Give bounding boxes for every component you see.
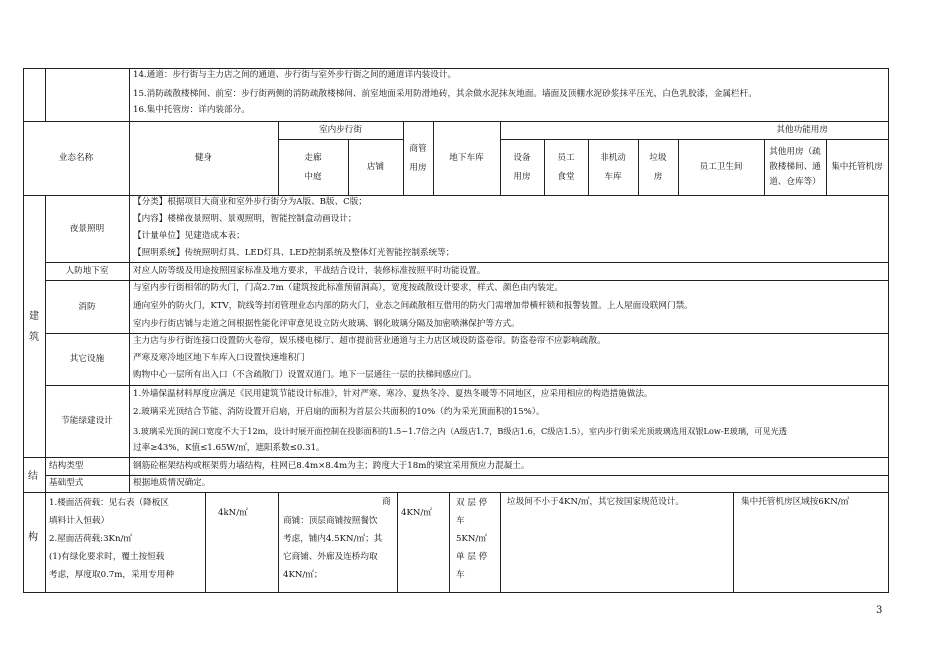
energy-label: 节能绿建设计 [61,416,113,426]
energy-line: 3.玻璃采光顶的洞口宽度不大于12m，设计时展开面控制在投影面积的1.5~1.7倍之内（A级店1.7，B级店1.6，C级店1.5），室内步行街采光顶玻璃选用双银Low-E玻璃，可见光透 [133,426,787,436]
load-desc-line: (1)有绿化要求时，覆土按恒载 [49,552,165,562]
night-line: 【分类】根据项目大商业和室外步行街分为A版、B版、C版； [133,197,367,207]
header-qitayong-l3: 道、仓库等） [769,177,821,187]
fire-label: 消防 [78,301,96,312]
load-shang: 商 [382,497,391,507]
header-yetai: 业态名称 [58,153,94,163]
load-shop-line: 它商铺、外廊及连桥均取 [283,552,378,562]
top-line-16: 16.集中托管房：详内装部分。 [133,105,250,115]
row-divider [23,492,889,493]
night-label: 夜景照明 [69,223,105,234]
col-divider [500,492,501,593]
night-line: 【内容】楼梯夜景照明、景观照明，智能控制盒动画设计； [133,214,357,224]
civil-label: 人防地下室 [65,266,109,276]
energy-line: 过率≥43%，K值≤1.65W/㎡，遮阳系数≤0.31。 [133,443,325,453]
col-divider [278,492,279,593]
header-qitayong [764,140,826,195]
load-shangguan: 4KN/㎡ [401,508,432,518]
header-laji-l1: 垃圾 [649,152,667,163]
header-zoulang-l2: 中庭 [304,171,322,182]
header-weisheng: 员工卫生间 [699,162,743,172]
fire-line: 室内步行街店铺与走道之间根据性能化评审意见设立防火玻璃、钢化玻璃分隔及加密喷淋保护等方式。 [133,319,520,329]
section-jianzhu-label [23,196,45,457]
night-line: 【计量单位】见建造成本表； [133,231,245,241]
load-desc-line: 考虑，厚度取0.7m，采用专用种 [49,570,174,580]
header-feijidong [588,140,638,195]
header-shinei: 室内步行街 [319,125,362,135]
other-line: 严寒及寒冷地区地下车库入口设置快速堆积门 [133,353,305,363]
col-divider [733,492,734,593]
page-number: 3 [876,605,883,616]
load-parking-line: 5KN/㎡ [456,534,487,544]
foundation-label: 基础型式 [49,478,84,488]
structure-type-value: 钢筋砼框架结构或框架剪力墙结构，柱网已8.4m×8.4m为主；跨度大于18m的梁宜采用预应力混凝土。 [133,461,530,471]
load-parking-line: 单 层 停 [456,552,488,562]
col-divider [205,492,206,593]
header-qitayong-l1: 其他用房（疏 [769,147,821,157]
header-shebei-l1: 设备 [513,152,531,163]
other-label: 其它设施 [69,354,105,364]
section-jianzhu-l1: 建 [29,310,39,322]
load-shop-line: 4KN/㎡； [283,570,323,580]
header-shangguan-l1: 商管 [409,143,427,154]
header-shebei [500,140,544,195]
load-desc-line: 2.屋面活荷载:3Kn/㎡ [49,534,132,544]
header-yuangong [544,140,588,195]
load-parking-line: 车 [456,516,465,526]
load-gym: 4kN/㎡ [218,508,248,518]
col-divider [129,195,130,493]
foundation-value: 根据地质情况确定。 [133,478,211,488]
table-right-border [888,68,889,593]
energy-line: 2.玻璃采光顶结合节能、消防设置开启扇，开启扇的面积为首层公共面积的10%（约为采光顶面积的15%）。 [133,407,545,417]
load-shop-line: 商铺：顶层商铺按照餐饮 [283,516,378,526]
load-parking-line: 车 [456,570,465,580]
header-jianshen: 健身 [194,153,213,163]
header-dianpu: 店铺 [366,162,385,172]
civil-line: 对应人防等级及用途按照国家标准及地方要求，平战结合设计，装修标准按照平时功能设置。 [133,266,486,276]
header-feijidong-l2: 车库 [604,171,622,182]
header-yuangong-l1: 员工 [557,152,575,163]
load-parking-line: 双 层 停 [456,498,488,508]
header-laji-l2: 房 [653,171,663,182]
header-feijidong-l1: 非机动 [600,152,626,163]
header-zoulang [278,140,348,195]
load-shop-line: 考虑，铺内4.5KN/㎡；其 [283,534,383,544]
header-qitayong-l2: 散楼梯间、通 [769,162,821,172]
header-shangguan-l2: 用房 [409,162,427,173]
fire-line: 与室内步行街相邻的防火门，门高2.7m（建筑按此标准预留洞高），宽度按疏散设计要求，样式、颜色由内装定。 [133,283,564,293]
load-desc-line: 1.楼面活荷载：见右表（降板区 [49,498,169,508]
header-zoulang-l1: 走廊 [304,152,322,163]
night-line: 【照明系统】传统照明灯具、LED灯具、LED控制系统及整体灯光智能控制系统等； [133,248,455,258]
top-line-14: 14.通道：步行街与主力店之间的通道、步行街与室外步行街之间的通道详内装设计。 [133,70,457,80]
header-dixia: 地下车库 [449,153,484,163]
table-bottom-border [23,592,889,593]
header-yuangong-l2: 食堂 [557,171,575,182]
top-line-15: 15.消防疏散楼梯间、前室：步行街两侧的消防疏散楼梯间、前室地面采用防滑地砖，其余做水泥抹灰地面。墙面及顶棚水泥砂浆抹平压光，白色乳胶漆，金属栏杆。 [133,89,757,99]
section-jianzhu-l2: 筑 [29,331,39,343]
energy-line: 1.外墙保温材料厚度应满足《民用建筑节能设计标准》，针对严寒、寒冷、夏热冬冷、夏热冬暖等不同地区，应采用相应的构造措施做法。 [133,389,653,399]
other-line: 购物中心一层所有出入口（不含疏散门）设置双道门。地下一层通往一层的扶梯间感应门。 [133,370,477,380]
fire-line: 通向室外的防火门，KTV，院线等封闭管理业态内部的防火门，业态之间疏散相互借用的防火门需增加带横杆锁和报警装置。上人屋面设联网门禁。 [133,301,693,311]
col-divider [397,492,398,593]
header-jizhong: 集中托管机房 [831,162,883,172]
other-line: 主力店与步行街连接口设置防火卷帘，娱乐楼电梯厅、超市提前营业通道与主力店区域设防盗卷帘。防盗卷帘不应影响疏散。 [133,336,606,346]
col-divider [129,68,130,122]
section-jiegou-gou: 构 [28,532,38,543]
load-jizhong: 集中托管机房区域按6KN/㎡ [741,497,850,507]
header-qita: 其他功能用房 [776,125,828,135]
load-laji: 垃圾间不小于4KN/㎡，其它按国家规范设计。 [507,497,684,507]
header-laji [638,140,678,195]
load-desc-line: 填料计入恒载） [49,516,110,526]
header-shangguan [403,122,433,195]
header-shebei-l2: 用房 [513,171,531,182]
col-divider [449,492,450,593]
col-divider [45,68,46,122]
structure-type-label: 结构类型 [49,461,84,471]
section-jiegou-jie: 结 [28,471,38,482]
